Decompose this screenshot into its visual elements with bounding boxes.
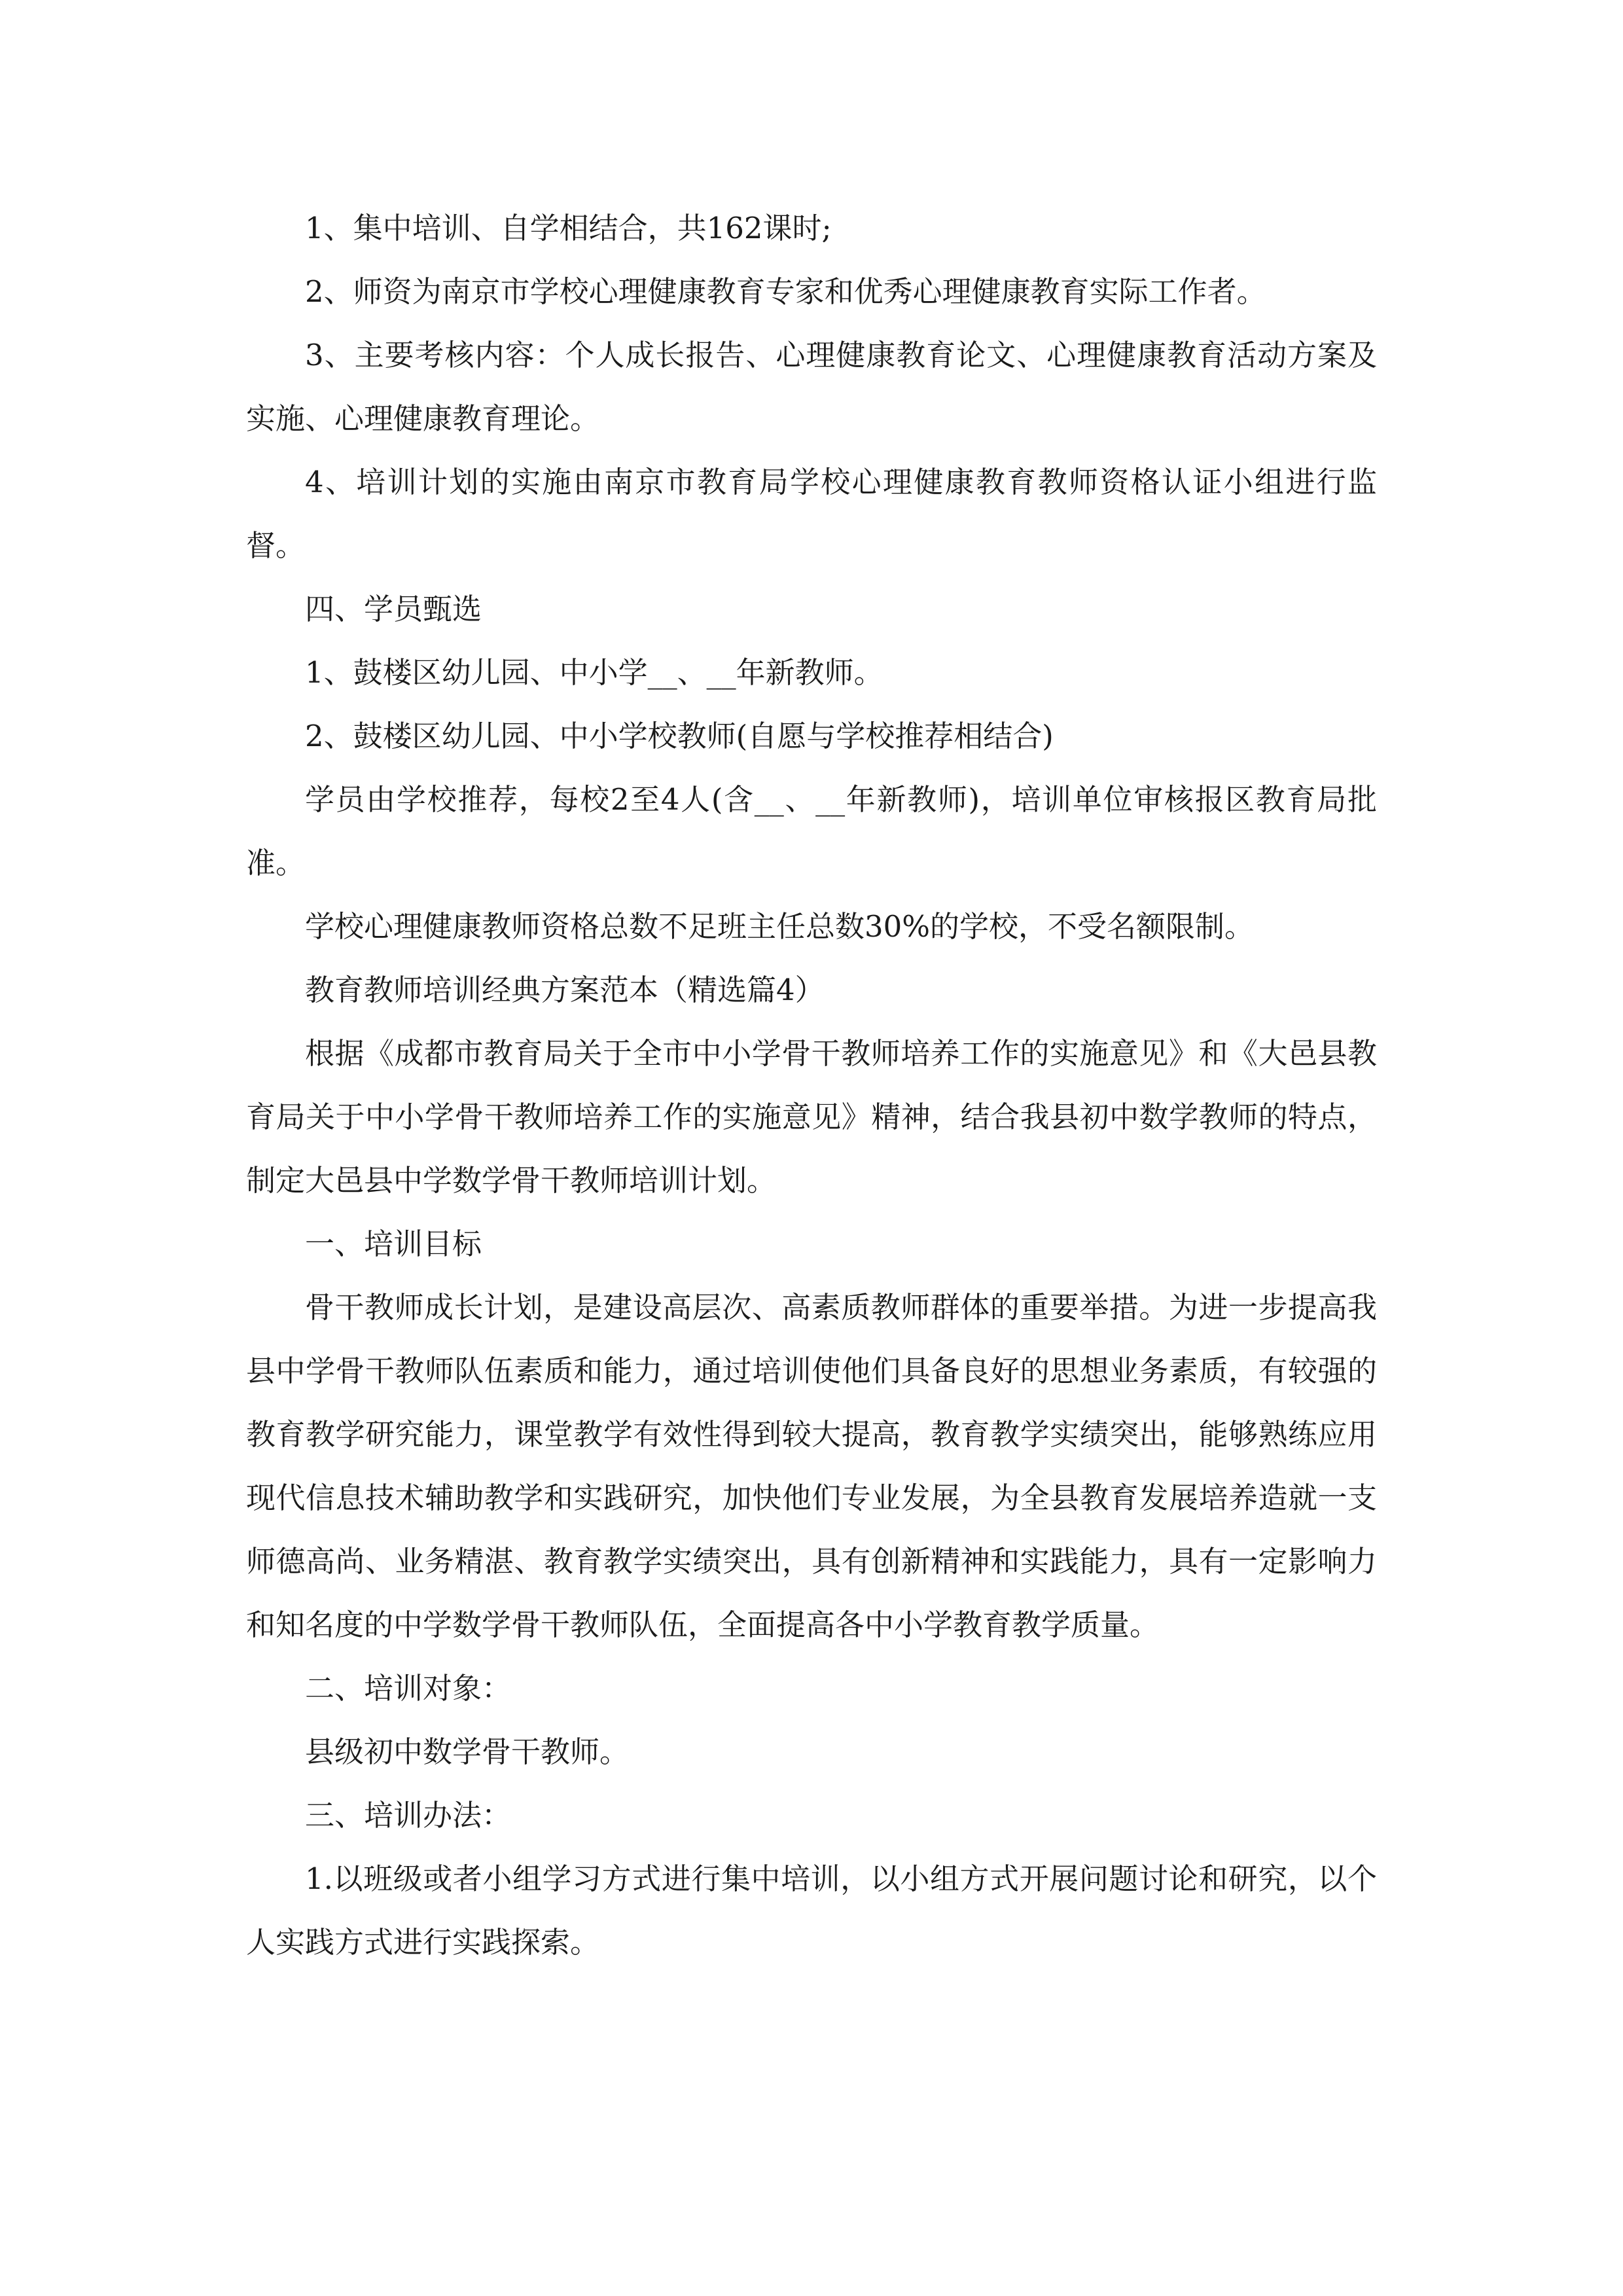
paragraph-recommendation: 学员由学校推荐，每校2至4人(含__、__年新教师)，培训单位审核报区教育局批准。 [246, 782, 1377, 880]
section-heading-goals: 一、培训目标 [305, 1227, 482, 1261]
section-heading-selection: 四、学员甄选 [305, 592, 482, 626]
paragraph-new-teachers: 1、鼓楼区幼儿园、中小学__、__年新教师。 [305, 655, 883, 690]
paragraph-supervision: 4、培训计划的实施由南京市教育局学校心理健康教育教师资格认证小组进行监督。 [246, 465, 1377, 563]
paragraph-assessment: 3、主要考核内容：个人成长报告、心理健康教育论文、心理健康教育活动方案及实施、心理健康教育理论。 [246, 338, 1377, 436]
section-heading-targets: 二、培训对象： [305, 1671, 512, 1706]
paragraph-methods: 1.以班级或者小组学习方式进行集中培训，以小组方式开展问题讨论和研究，以个人实践方式进行实践探索。 [246, 1861, 1377, 1960]
paragraph-goals: 骨干教师成长计划，是建设高层次、高素质教师群体的重要举措。为进一步提高我县中学骨干教师队伍素质和能力，通过培训使他们具备良好的思想业务素质，有较强的教育教学研究能力，课堂教学有效性得到较大提高，教育教学实绩突出，能够熟练应用现代信息技术辅助教学和实践研究，加快他们专业发展，为全县教育发展培养造就一支师德高尚、业务精湛、教育教学实绩突出，具有创新精神和实践能力，具有一定影响力和知名度的中学数学骨干教师队伍，全面提高各中小学教育教学质量。 [246, 1290, 1377, 1642]
paragraph-volunteer-teachers: 2、鼓楼区幼儿园、中小学校教师(自愿与学校推荐相结合) [305, 719, 1054, 753]
paragraph-course-hours: 1、集中培训、自学相结合，共162课时; [305, 211, 832, 245]
paragraph-quota: 学校心理健康教师资格总数不足班主任总数30%的学校，不受名额限制。 [305, 909, 1255, 944]
paragraph-teachers: 2、师资为南京市学校心理健康教育专家和优秀心理健康教育实际工作者。 [305, 274, 1266, 309]
document-body [246, 196, 1377, 1974]
paragraph-basis: 根据《成都市教育局关于全市中小学骨干教师培养工作的实施意见》和《大邑县教育局关于中小学骨干教师培养工作的实施意见》精神，结合我县初中数学教师的特点，制定大邑县中学数学骨干教师培训计划。 [246, 1036, 1377, 1198]
article-title: 教育教师培训经典方案范本（精选篇4） [305, 973, 825, 1007]
paragraph-targets: 县级初中数学骨干教师。 [305, 1734, 630, 1769]
section-heading-methods: 三、培训办法： [305, 1798, 512, 1833]
